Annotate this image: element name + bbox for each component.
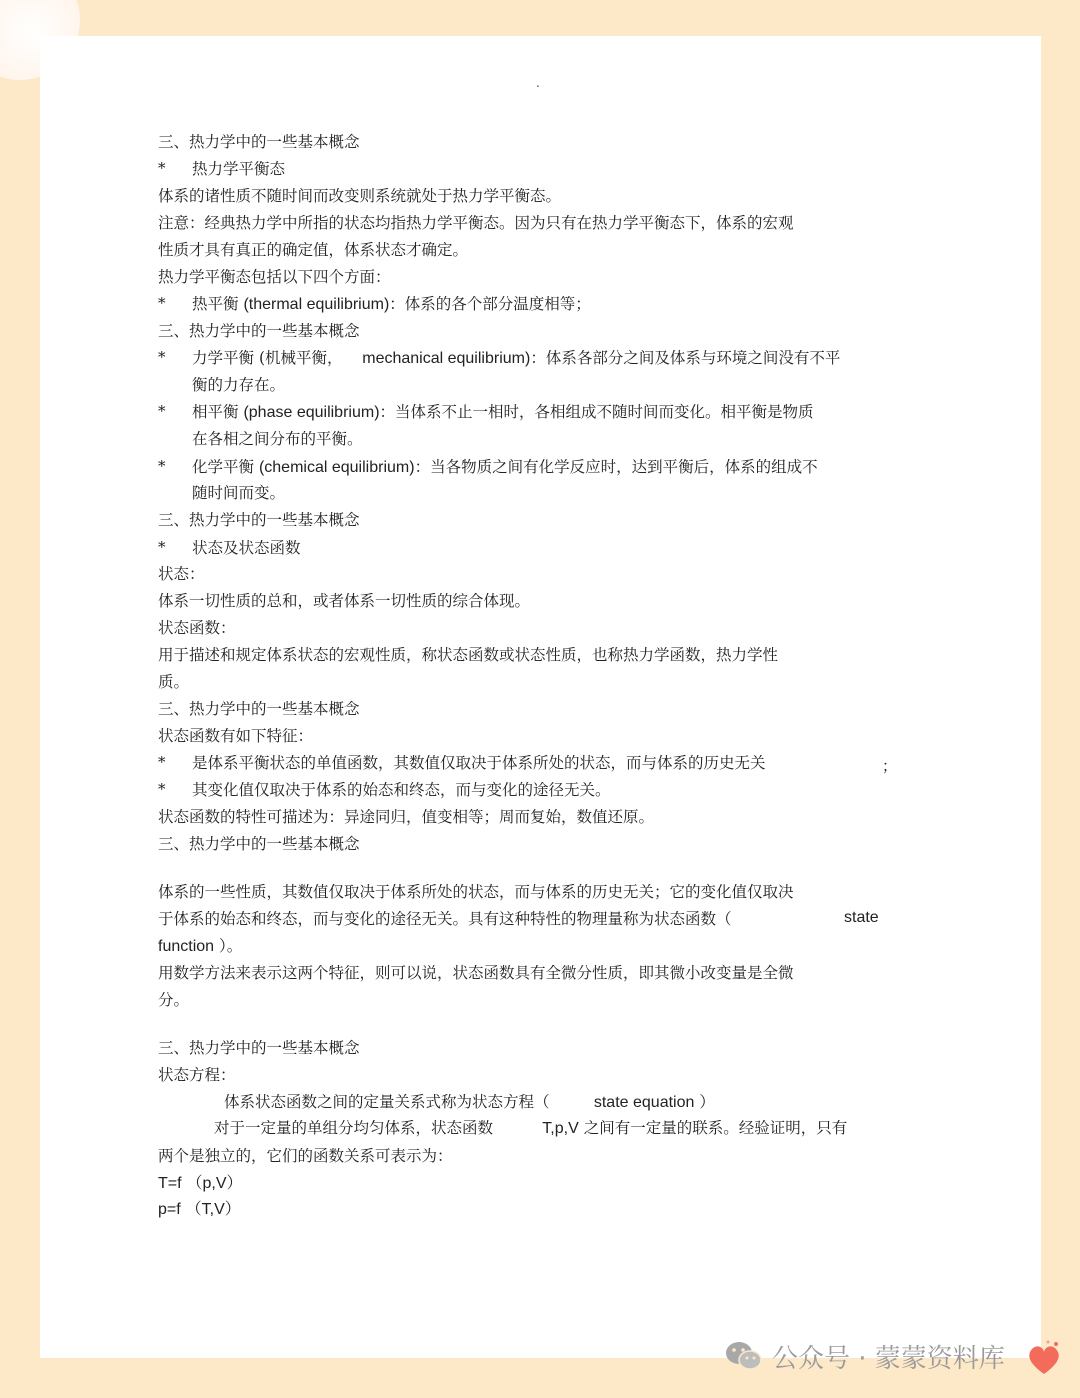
term-english: mechanical equilibrium) [362,350,531,367]
definition: ：当各物质之间有化学反应时，达到平衡后，体系的组成不 [414,458,818,476]
wechat-icon [724,1339,764,1373]
term-english: state equation [593,1094,695,1111]
section-heading: 三、热力学中的一些基本概念 [158,700,360,718]
paragraph-line: 性质才具有真正的确定值，体系状态才确定。 [158,241,469,259]
list-item-continuation: 随时间而变。 [192,484,286,502]
paragraph-line: 体系的一些性质，其数值仅取决于体系所处的状态，而与体系的历史无关；它的变化值仅取决 [158,883,794,901]
term-alias: (机械平衡， [258,349,343,367]
paragraph-line: 体系一切性质的总和，或者体系一切性质的综合体现。 [158,592,531,610]
equation: p=f （T,V） [158,1201,241,1218]
list-item [192,348,840,369]
definition: ：体系的各个部分温度相等； [389,295,591,313]
bullet-marker: * [158,348,166,366]
paragraph-line: 状态函数： [158,619,236,637]
paragraph-line [158,936,242,957]
term: 化学平衡 [192,458,255,476]
list-item-continuation: 在各相之间分布的平衡。 [192,430,363,448]
bullet-marker: * [158,402,166,420]
paragraph-line: 体系状态函数之间的定量关系式称为状态方程（ state equation ） [224,1093,715,1111]
watermark [724,1336,1005,1376]
term-english: (thermal equilibrium) [243,296,390,313]
list-item [192,402,814,423]
paragraph-line: 注意：经典热力学中所指的状态均指热力学平衡态。因为只有在热力学平衡态下，体系的宏观 [158,214,794,232]
list-item-continuation: 衡的力存在。 [192,376,286,394]
list-item [192,294,591,315]
heart-icon [1024,1338,1064,1378]
document-page [40,36,1041,1358]
term: 力学平衡 [192,349,255,367]
definition: ：体系各部分之间及体系与环境之间没有不平 [530,349,841,367]
bullet-marker: * [158,753,166,771]
bullet-marker: * [158,457,166,475]
list-item [192,457,818,478]
paragraph-line: 分。 [158,991,190,1009]
paragraph-line: 用数学方法来表示这两个特征，则可以说，状态函数具有全微分性质，即其微小改变量是全微 [158,964,794,982]
subheading: 热力学平衡态 [192,160,286,178]
term-english: state [844,909,879,926]
header-dot: . [536,76,540,90]
watermark-text: 公众号 · 蒙蒙资料库 [772,1343,1005,1374]
definition: ：当体系不止一相时，各相组成不随时间而变化。相平衡是物质 [379,403,814,421]
bullet-marker: * [158,159,166,177]
section-heading: 三、热力学中的一些基本概念 [158,133,360,151]
bullet-marker: * [158,538,166,556]
paragraph-line: 状态函数的特性可描述为：异途同归，值变相等；周而复始，数值还原。 [158,808,655,826]
paragraph-line: 热力学平衡态包括以下四个方面： [158,268,391,286]
bullet-marker: * [158,780,166,798]
paragraph-line: 质。 [158,673,190,691]
paragraph-line: 对于一定量的单组分均匀体系，状态函数 T,p,V 之间有一定量的联系。经验证明，只有 [214,1119,848,1137]
term-english: (phase equilibrium) [243,404,380,421]
paragraph-line: 用于描述和规定体系状态的宏观性质，称状态函数或状态性质，也称热力学函数，热力学性 [158,646,779,664]
section-heading: 三、热力学中的一些基本概念 [158,511,360,529]
term-english: function [158,938,215,955]
paragraph-line: 两个是独立的，它们的函数关系可表示为： [158,1147,453,1165]
closing-paren: ）。 [218,937,243,955]
paragraph-line: 体系的诸性质不随时间而改变则系统就处于热力学平衡态。 [158,187,562,205]
paragraph-line: 状态函数有如下特征： [158,727,314,745]
bullet-marker: * [158,294,166,312]
equation: T=f （p,V） [158,1175,243,1192]
term-english: (chemical equilibrium) [258,459,415,476]
section-heading: 三、热力学中的一些基本概念 [158,322,360,340]
trailing-semicolon: ； [882,757,898,775]
paragraph-line: 于体系的始态和终态，而与变化的途径无关。具有这种特性的物理量称为状态函数（ [158,910,732,928]
term: 热平衡 [192,295,239,313]
subheading: 状态及状态函数 [192,539,301,557]
paragraph-line: 状态方程： [158,1066,236,1084]
list-item: 其变化值仅取决于体系的始态和终态，而与变化的途径无关。 [192,781,611,799]
section-heading: 三、热力学中的一些基本概念 [158,1039,360,1057]
list-item: 是体系平衡状态的单值函数，其数值仅取决于体系所处的状态，而与体系的历史无关 [192,754,766,772]
section-heading: 三、热力学中的一些基本概念 [158,835,360,853]
variables: T,p,V [542,1120,579,1137]
term: 相平衡 [192,403,239,421]
paragraph-line: 状态： [158,565,205,583]
